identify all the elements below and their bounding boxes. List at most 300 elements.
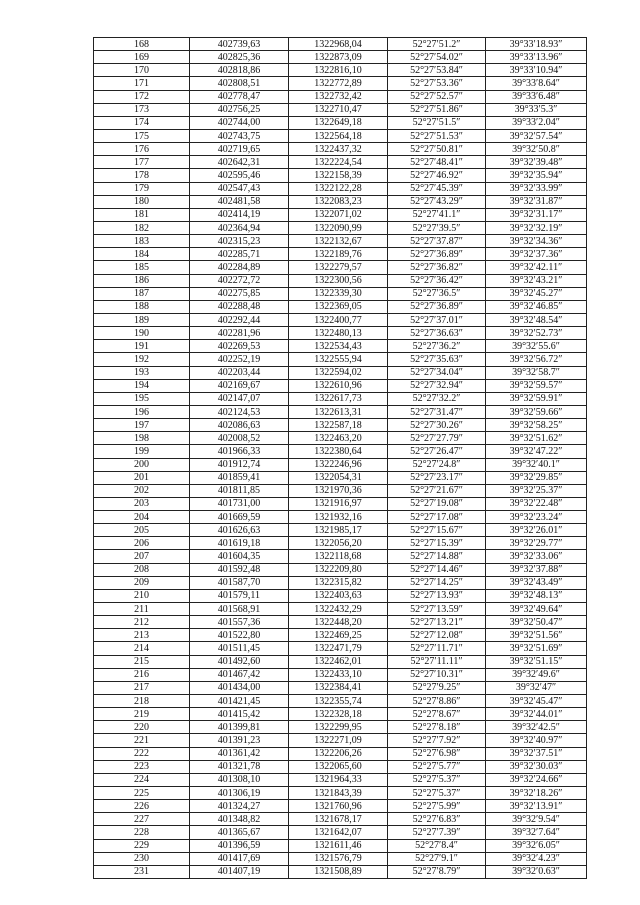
point-number-cell: 200 xyxy=(94,458,190,471)
latitude-cell: 52°27′36.5″ xyxy=(388,287,486,300)
table-row xyxy=(94,524,587,537)
longitude-cell: 39°32′45.27″ xyxy=(486,287,587,300)
longitude-cell: 39°32′49.6″ xyxy=(486,668,587,681)
x-coordinate-cell: 402284,89 xyxy=(190,261,289,274)
x-coordinate-cell: 402281,96 xyxy=(190,327,289,340)
latitude-cell: 52°27′9.25″ xyxy=(388,681,486,694)
x-coordinate-cell: 402739,63 xyxy=(190,38,289,51)
x-coordinate-cell: 401912,74 xyxy=(190,458,289,471)
longitude-cell: 39°32′31.87″ xyxy=(486,195,587,208)
y-coordinate-cell: 1322968,04 xyxy=(289,38,388,51)
point-number-cell: 212 xyxy=(94,616,190,629)
y-coordinate-cell: 1321916,97 xyxy=(289,497,388,510)
point-number-cell: 207 xyxy=(94,550,190,563)
table-row xyxy=(94,616,587,629)
longitude-cell: 39°32′51.62″ xyxy=(486,432,587,445)
point-number-cell: 177 xyxy=(94,156,190,169)
longitude-cell: 39°32′57.54″ xyxy=(486,129,587,142)
y-coordinate-cell: 1322471,79 xyxy=(289,642,388,655)
x-coordinate-cell: 402275,85 xyxy=(190,287,289,300)
point-number-cell: 219 xyxy=(94,708,190,721)
table-row xyxy=(94,129,587,142)
longitude-cell: 39°32′58.25″ xyxy=(486,419,587,432)
latitude-cell: 52°27′27.79″ xyxy=(388,432,486,445)
x-coordinate-cell: 402086,63 xyxy=(190,419,289,432)
table-row xyxy=(94,379,587,392)
latitude-cell: 52°27′8.18″ xyxy=(388,721,486,734)
latitude-cell: 52°27′5.37″ xyxy=(388,787,486,800)
x-coordinate-cell: 402269,53 xyxy=(190,340,289,353)
x-coordinate-cell: 402808,51 xyxy=(190,77,289,90)
table-row xyxy=(94,300,587,313)
longitude-cell: 39°32′56.72″ xyxy=(486,353,587,366)
y-coordinate-cell: 1321576,79 xyxy=(289,852,388,865)
point-number-cell: 215 xyxy=(94,655,190,668)
latitude-cell: 52°27′11.11″ xyxy=(388,655,486,668)
y-coordinate-cell: 1322463,20 xyxy=(289,432,388,445)
table-row xyxy=(94,327,587,340)
y-coordinate-cell: 1322816,10 xyxy=(289,64,388,77)
y-coordinate-cell: 1321508,89 xyxy=(289,865,388,878)
x-coordinate-cell: 401417,69 xyxy=(190,852,289,865)
table-row xyxy=(94,813,587,826)
longitude-cell: 39°32′43.21″ xyxy=(486,274,587,287)
x-coordinate-cell: 401396,59 xyxy=(190,839,289,852)
longitude-cell: 39°32′51.69″ xyxy=(486,642,587,655)
longitude-cell: 39°32′37.36″ xyxy=(486,248,587,261)
latitude-cell: 52°27′13.93″ xyxy=(388,589,486,602)
table-row xyxy=(94,353,587,366)
y-coordinate-cell: 1322158,39 xyxy=(289,169,388,182)
table-row xyxy=(94,51,587,64)
y-coordinate-cell: 1322448,20 xyxy=(289,616,388,629)
point-number-cell: 223 xyxy=(94,760,190,773)
point-number-cell: 206 xyxy=(94,537,190,550)
x-coordinate-cell: 402288,48 xyxy=(190,300,289,313)
table-row xyxy=(94,116,587,129)
latitude-cell: 52°27′30.26″ xyxy=(388,419,486,432)
point-number-cell: 218 xyxy=(94,695,190,708)
x-coordinate-cell: 401321,78 xyxy=(190,760,289,773)
table-row xyxy=(94,103,587,116)
x-coordinate-cell: 402719,65 xyxy=(190,143,289,156)
y-coordinate-cell: 1322132,67 xyxy=(289,235,388,248)
y-coordinate-cell: 1322613,31 xyxy=(289,405,388,418)
table-row xyxy=(94,274,587,287)
latitude-cell: 52°27′53.36″ xyxy=(388,77,486,90)
y-coordinate-cell: 1322355,74 xyxy=(289,695,388,708)
longitude-cell: 39°32′43.49″ xyxy=(486,576,587,589)
table-row xyxy=(94,865,587,878)
latitude-cell: 52°27′43.29″ xyxy=(388,195,486,208)
coordinates-table-body xyxy=(94,38,587,879)
longitude-cell: 39°32′59.91″ xyxy=(486,392,587,405)
longitude-cell: 39°32′37.51″ xyxy=(486,747,587,760)
table-row xyxy=(94,576,587,589)
point-number-cell: 201 xyxy=(94,471,190,484)
y-coordinate-cell: 1322054,31 xyxy=(289,471,388,484)
point-number-cell: 194 xyxy=(94,379,190,392)
latitude-cell: 52°27′8.4″ xyxy=(388,839,486,852)
y-coordinate-cell: 1322299,95 xyxy=(289,721,388,734)
latitude-cell: 52°27′46.92″ xyxy=(388,169,486,182)
x-coordinate-cell: 402414,19 xyxy=(190,208,289,221)
latitude-cell: 52°27′36.82″ xyxy=(388,261,486,274)
latitude-cell: 52°27′15.39″ xyxy=(388,537,486,550)
x-coordinate-cell: 401308,10 xyxy=(190,773,289,786)
table-row xyxy=(94,563,587,576)
x-coordinate-cell: 402778,47 xyxy=(190,90,289,103)
longitude-cell: 39°33′6.48″ xyxy=(486,90,587,103)
y-coordinate-cell: 1322403,63 xyxy=(289,589,388,602)
longitude-cell: 39°32′59.57″ xyxy=(486,379,587,392)
longitude-cell: 39°32′6.05″ xyxy=(486,839,587,852)
table-row xyxy=(94,340,587,353)
point-number-cell: 226 xyxy=(94,800,190,813)
latitude-cell: 52°27′31.47″ xyxy=(388,405,486,418)
point-number-cell: 213 xyxy=(94,629,190,642)
longitude-cell: 39°32′26.01″ xyxy=(486,524,587,537)
table-row xyxy=(94,169,587,182)
x-coordinate-cell: 401421,45 xyxy=(190,695,289,708)
point-number-cell: 192 xyxy=(94,353,190,366)
y-coordinate-cell: 1322649,18 xyxy=(289,116,388,129)
latitude-cell: 52°27′7.39″ xyxy=(388,826,486,839)
latitude-cell: 52°27′37.01″ xyxy=(388,313,486,326)
x-coordinate-cell: 401492,60 xyxy=(190,655,289,668)
x-coordinate-cell: 402252,19 xyxy=(190,353,289,366)
y-coordinate-cell: 1321843,39 xyxy=(289,787,388,800)
table-row xyxy=(94,432,587,445)
point-number-cell: 224 xyxy=(94,773,190,786)
table-row xyxy=(94,471,587,484)
point-number-cell: 199 xyxy=(94,445,190,458)
x-coordinate-cell: 402818,86 xyxy=(190,64,289,77)
x-coordinate-cell: 402595,46 xyxy=(190,169,289,182)
point-number-cell: 205 xyxy=(94,524,190,537)
table-row xyxy=(94,261,587,274)
table-row xyxy=(94,90,587,103)
longitude-cell: 39°32′25.37″ xyxy=(486,484,587,497)
y-coordinate-cell: 1322564,18 xyxy=(289,129,388,142)
longitude-cell: 39°32′46.85″ xyxy=(486,300,587,313)
y-coordinate-cell: 1322380,64 xyxy=(289,445,388,458)
point-number-cell: 181 xyxy=(94,208,190,221)
latitude-cell: 52°27′39.5″ xyxy=(388,221,486,234)
latitude-cell: 52°27′6.83″ xyxy=(388,813,486,826)
longitude-cell: 39°32′52.73″ xyxy=(486,327,587,340)
point-number-cell: 171 xyxy=(94,77,190,90)
latitude-cell: 52°27′13.21″ xyxy=(388,616,486,629)
y-coordinate-cell: 1321642,07 xyxy=(289,826,388,839)
longitude-cell: 39°32′48.13″ xyxy=(486,589,587,602)
x-coordinate-cell: 402743,75 xyxy=(190,129,289,142)
point-number-cell: 179 xyxy=(94,182,190,195)
longitude-cell: 39°32′37.88″ xyxy=(486,563,587,576)
y-coordinate-cell: 1322617,73 xyxy=(289,392,388,405)
x-coordinate-cell: 401604,35 xyxy=(190,550,289,563)
table-row xyxy=(94,248,587,261)
longitude-cell: 39°32′23.24″ xyxy=(486,511,587,524)
x-coordinate-cell: 401568,91 xyxy=(190,603,289,616)
point-number-cell: 196 xyxy=(94,405,190,418)
x-coordinate-cell: 401626,63 xyxy=(190,524,289,537)
table-row xyxy=(94,445,587,458)
y-coordinate-cell: 1322279,57 xyxy=(289,261,388,274)
x-coordinate-cell: 402008,52 xyxy=(190,432,289,445)
y-coordinate-cell: 1321611,46 xyxy=(289,839,388,852)
latitude-cell: 52°27′36.63″ xyxy=(388,327,486,340)
point-number-cell: 183 xyxy=(94,235,190,248)
x-coordinate-cell: 401365,67 xyxy=(190,826,289,839)
point-number-cell: 190 xyxy=(94,327,190,340)
latitude-cell: 52°27′19.08″ xyxy=(388,497,486,510)
longitude-cell: 39°32′34.36″ xyxy=(486,235,587,248)
point-number-cell: 203 xyxy=(94,497,190,510)
y-coordinate-cell: 1322534,43 xyxy=(289,340,388,353)
x-coordinate-cell: 401592,48 xyxy=(190,563,289,576)
point-number-cell: 185 xyxy=(94,261,190,274)
y-coordinate-cell: 1322432,29 xyxy=(289,603,388,616)
table-row xyxy=(94,589,587,602)
x-coordinate-cell: 402315,23 xyxy=(190,235,289,248)
x-coordinate-cell: 401859,41 xyxy=(190,471,289,484)
longitude-cell: 39°32′47.22″ xyxy=(486,445,587,458)
x-coordinate-cell: 401587,70 xyxy=(190,576,289,589)
table-row xyxy=(94,760,587,773)
point-number-cell: 178 xyxy=(94,169,190,182)
y-coordinate-cell: 1322189,76 xyxy=(289,248,388,261)
table-row xyxy=(94,221,587,234)
point-number-cell: 169 xyxy=(94,51,190,64)
x-coordinate-cell: 402292,44 xyxy=(190,313,289,326)
y-coordinate-cell: 1322315,82 xyxy=(289,576,388,589)
longitude-cell: 39°32′42.11″ xyxy=(486,261,587,274)
longitude-cell: 39°33′8.64″ xyxy=(486,77,587,90)
x-coordinate-cell: 401348,82 xyxy=(190,813,289,826)
latitude-cell: 52°27′6.98″ xyxy=(388,747,486,760)
latitude-cell: 52°27′52.57″ xyxy=(388,90,486,103)
longitude-cell: 39°32′40.97″ xyxy=(486,734,587,747)
point-number-cell: 209 xyxy=(94,576,190,589)
latitude-cell: 52°27′17.08″ xyxy=(388,511,486,524)
point-number-cell: 202 xyxy=(94,484,190,497)
point-number-cell: 191 xyxy=(94,340,190,353)
latitude-cell: 52°27′36.89″ xyxy=(388,300,486,313)
x-coordinate-cell: 402203,44 xyxy=(190,366,289,379)
point-number-cell: 204 xyxy=(94,511,190,524)
longitude-cell: 39°32′32.19″ xyxy=(486,221,587,234)
point-number-cell: 198 xyxy=(94,432,190,445)
y-coordinate-cell: 1322772,89 xyxy=(289,77,388,90)
y-coordinate-cell: 1322065,60 xyxy=(289,760,388,773)
y-coordinate-cell: 1322209,80 xyxy=(289,563,388,576)
latitude-cell: 52°27′53.84″ xyxy=(388,64,486,77)
point-number-cell: 222 xyxy=(94,747,190,760)
table-row xyxy=(94,143,587,156)
latitude-cell: 52°27′5.99″ xyxy=(388,800,486,813)
latitude-cell: 52°27′10.31″ xyxy=(388,668,486,681)
longitude-cell: 39°32′29.77″ xyxy=(486,537,587,550)
longitude-cell: 39°32′39.48″ xyxy=(486,156,587,169)
table-row xyxy=(94,747,587,760)
y-coordinate-cell: 1322271,09 xyxy=(289,734,388,747)
point-number-cell: 197 xyxy=(94,419,190,432)
y-coordinate-cell: 1322480,13 xyxy=(289,327,388,340)
table-row xyxy=(94,655,587,668)
longitude-cell: 39°32′50.8″ xyxy=(486,143,587,156)
x-coordinate-cell: 402147,07 xyxy=(190,392,289,405)
y-coordinate-cell: 1322246,96 xyxy=(289,458,388,471)
y-coordinate-cell: 1322433,10 xyxy=(289,668,388,681)
latitude-cell: 52°27′8.79″ xyxy=(388,865,486,878)
x-coordinate-cell: 401511,45 xyxy=(190,642,289,655)
table-row xyxy=(94,550,587,563)
table-row xyxy=(94,38,587,51)
y-coordinate-cell: 1322369,05 xyxy=(289,300,388,313)
point-number-cell: 170 xyxy=(94,64,190,77)
y-coordinate-cell: 1322083,23 xyxy=(289,195,388,208)
point-number-cell: 180 xyxy=(94,195,190,208)
x-coordinate-cell: 402124,53 xyxy=(190,405,289,418)
longitude-cell: 39°32′40.1″ xyxy=(486,458,587,471)
y-coordinate-cell: 1321985,17 xyxy=(289,524,388,537)
table-row xyxy=(94,787,587,800)
table-row xyxy=(94,629,587,642)
longitude-cell: 39°32′47″ xyxy=(486,681,587,694)
longitude-cell: 39°33′5.3″ xyxy=(486,103,587,116)
longitude-cell: 39°32′31.17″ xyxy=(486,208,587,221)
x-coordinate-cell: 402547,43 xyxy=(190,182,289,195)
longitude-cell: 39°33′18.93″ xyxy=(486,38,587,51)
table-row xyxy=(94,392,587,405)
y-coordinate-cell: 1322071,02 xyxy=(289,208,388,221)
table-row xyxy=(94,734,587,747)
latitude-cell: 52°27′36.2″ xyxy=(388,340,486,353)
longitude-cell: 39°32′48.54″ xyxy=(486,313,587,326)
point-number-cell: 195 xyxy=(94,392,190,405)
point-number-cell: 229 xyxy=(94,839,190,852)
longitude-cell: 39°32′49.64″ xyxy=(486,603,587,616)
table-row xyxy=(94,156,587,169)
y-coordinate-cell: 1322400,77 xyxy=(289,313,388,326)
longitude-cell: 39°32′45.47″ xyxy=(486,695,587,708)
point-number-cell: 189 xyxy=(94,313,190,326)
x-coordinate-cell: 402285,71 xyxy=(190,248,289,261)
longitude-cell: 39°32′59.66″ xyxy=(486,405,587,418)
table-row xyxy=(94,366,587,379)
point-number-cell: 231 xyxy=(94,865,190,878)
latitude-cell: 52°27′15.67″ xyxy=(388,524,486,537)
latitude-cell: 52°27′8.86″ xyxy=(388,695,486,708)
point-number-cell: 214 xyxy=(94,642,190,655)
x-coordinate-cell: 401391,23 xyxy=(190,734,289,747)
latitude-cell: 52°27′13.59″ xyxy=(388,603,486,616)
y-coordinate-cell: 1322328,18 xyxy=(289,708,388,721)
latitude-cell: 52°27′9.1″ xyxy=(388,852,486,865)
table-row xyxy=(94,721,587,734)
longitude-cell: 39°32′13.91″ xyxy=(486,800,587,813)
latitude-cell: 52°27′14.46″ xyxy=(388,563,486,576)
y-coordinate-cell: 1321970,36 xyxy=(289,484,388,497)
latitude-cell: 52°27′32.2″ xyxy=(388,392,486,405)
point-number-cell: 230 xyxy=(94,852,190,865)
latitude-cell: 52°27′37.87″ xyxy=(388,235,486,248)
table-row xyxy=(94,484,587,497)
y-coordinate-cell: 1322339,30 xyxy=(289,287,388,300)
table-row xyxy=(94,537,587,550)
y-coordinate-cell: 1322555,94 xyxy=(289,353,388,366)
point-number-cell: 186 xyxy=(94,274,190,287)
y-coordinate-cell: 1322732,42 xyxy=(289,90,388,103)
point-number-cell: 175 xyxy=(94,129,190,142)
point-number-cell: 208 xyxy=(94,563,190,576)
y-coordinate-cell: 1322469,25 xyxy=(289,629,388,642)
y-coordinate-cell: 1322090,99 xyxy=(289,221,388,234)
latitude-cell: 52°27′36.42″ xyxy=(388,274,486,287)
longitude-cell: 39°32′30.03″ xyxy=(486,760,587,773)
table-row xyxy=(94,182,587,195)
table-row xyxy=(94,839,587,852)
longitude-cell: 39°32′44.01″ xyxy=(486,708,587,721)
x-coordinate-cell: 401619,18 xyxy=(190,537,289,550)
x-coordinate-cell: 401579,11 xyxy=(190,589,289,602)
longitude-cell: 39°32′24.66″ xyxy=(486,773,587,786)
longitude-cell: 39°32′18.26″ xyxy=(486,787,587,800)
x-coordinate-cell: 402364,94 xyxy=(190,221,289,234)
x-coordinate-cell: 401306,19 xyxy=(190,787,289,800)
x-coordinate-cell: 402744,00 xyxy=(190,116,289,129)
table-row xyxy=(94,511,587,524)
x-coordinate-cell: 402642,31 xyxy=(190,156,289,169)
point-number-cell: 217 xyxy=(94,681,190,694)
latitude-cell: 52°27′5.77″ xyxy=(388,760,486,773)
table-row xyxy=(94,773,587,786)
x-coordinate-cell: 401407,19 xyxy=(190,865,289,878)
longitude-cell: 39°32′58.7″ xyxy=(486,366,587,379)
point-number-cell: 211 xyxy=(94,603,190,616)
point-number-cell: 176 xyxy=(94,143,190,156)
latitude-cell: 52°27′51.86″ xyxy=(388,103,486,116)
latitude-cell: 52°27′11.71″ xyxy=(388,642,486,655)
table-row xyxy=(94,208,587,221)
latitude-cell: 52°27′26.47″ xyxy=(388,445,486,458)
latitude-cell: 52°27′36.89″ xyxy=(388,248,486,261)
longitude-cell: 39°32′4.23″ xyxy=(486,852,587,865)
point-number-cell: 221 xyxy=(94,734,190,747)
x-coordinate-cell: 401669,59 xyxy=(190,511,289,524)
table-row xyxy=(94,681,587,694)
latitude-cell: 52°27′51.2″ xyxy=(388,38,486,51)
y-coordinate-cell: 1322610,96 xyxy=(289,379,388,392)
longitude-cell: 39°32′22.48″ xyxy=(486,497,587,510)
y-coordinate-cell: 1322873,09 xyxy=(289,51,388,64)
point-number-cell: 216 xyxy=(94,668,190,681)
latitude-cell: 52°27′48.41″ xyxy=(388,156,486,169)
x-coordinate-cell: 402169,67 xyxy=(190,379,289,392)
y-coordinate-cell: 1322206,26 xyxy=(289,747,388,760)
y-coordinate-cell: 1322122,28 xyxy=(289,182,388,195)
table-row xyxy=(94,64,587,77)
longitude-cell: 39°32′55.6″ xyxy=(486,340,587,353)
latitude-cell: 52°27′23.17″ xyxy=(388,471,486,484)
y-coordinate-cell: 1322300,56 xyxy=(289,274,388,287)
y-coordinate-cell: 1322710,47 xyxy=(289,103,388,116)
y-coordinate-cell: 1322462,01 xyxy=(289,655,388,668)
point-number-cell: 188 xyxy=(94,300,190,313)
latitude-cell: 52°27′12.08″ xyxy=(388,629,486,642)
point-number-cell: 220 xyxy=(94,721,190,734)
